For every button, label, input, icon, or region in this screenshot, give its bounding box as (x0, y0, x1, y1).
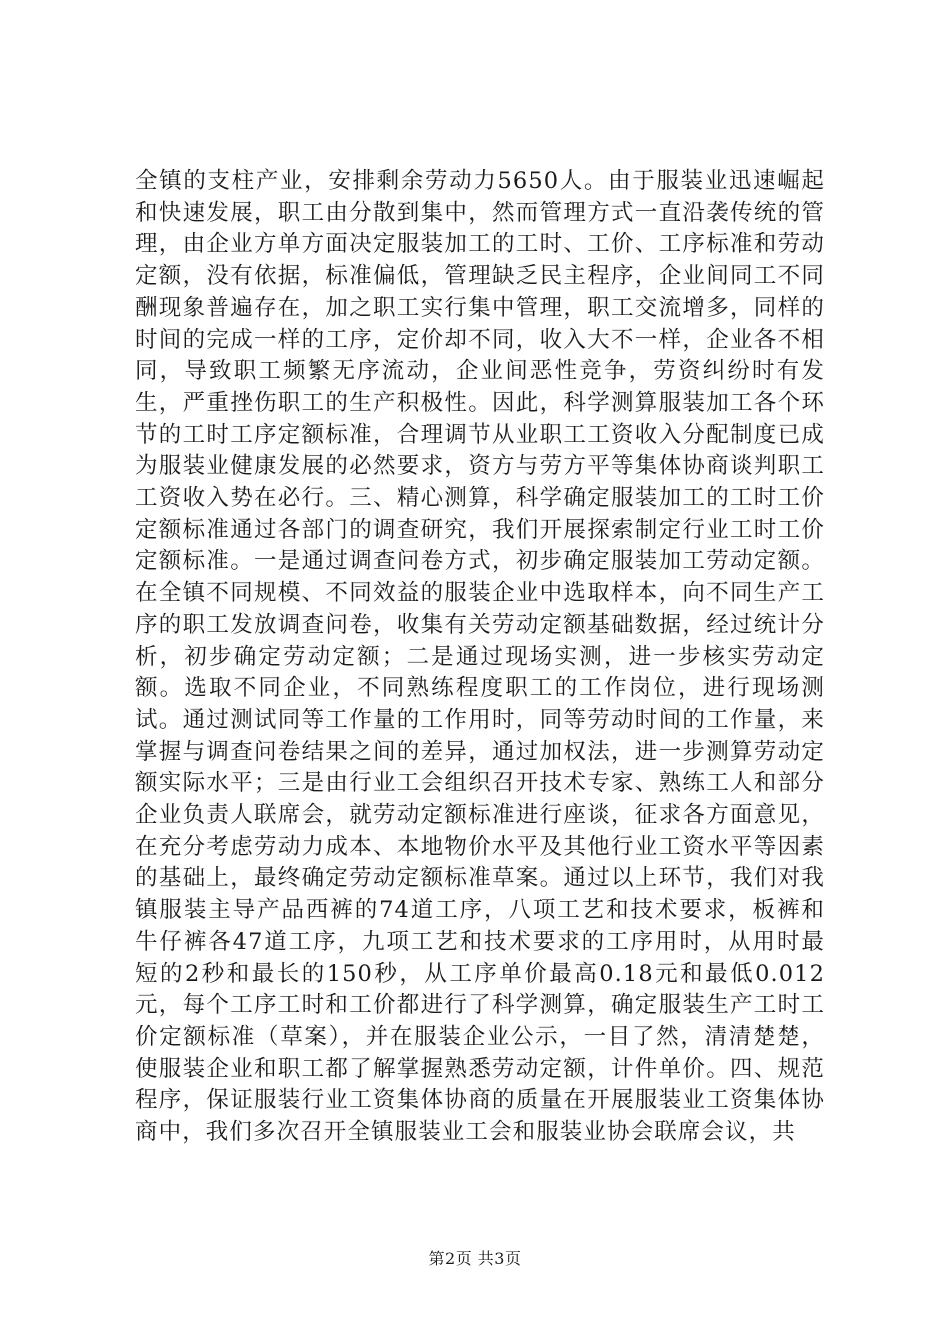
page-number-footer: 第2页 共3页 (428, 1249, 522, 1268)
body-paragraph: 全镇的支柱产业，安排剩余劳动力5650人。由于服装业迅速崛起和快速发展，职工由分散到集中，然而管理方式一直沿袭传统的管理，由企业方单方面决定服装加工的工时、工价、工序标准和劳动定额，没有依据，标准偏低，管理缺乏民主程序，企业间同工不同酬现象普遍存在，加之职工实行集中管理，职工交流增多，同样的时间的完成一样的工序，定价却不同，收入大不一样，企业各不相同，导致职工频繁无序流动，企业间恶性竞争，劳资纠纷时有发生，严重挫伤职工的生产积极性。因此，科学测算服装加工各个环节的工时工序定额标准，合理调节从业职工工资收入分配制度已成为服装业健康发展的必然要求，资方与劳方平等集体协商谈判职工工资收入势在必行。三、精心测算，科学确定服装加工的工时工价定额标准通过各部门的调查研究，我们开展探索制定行业工时工价定额标准。一是通过调查问卷方式，初步确定服装加工劳动定额。在全镇不同规模、不同效益的服装企业中选取样本，向不同生产工序的职工发放调查问卷，收集有关劳动定额基础数据，经过统计分析，初步确定劳动定额；二是通过现场实测，进一步核实劳动定额。选取不同企业，不同熟练程度职工的工作岗位，进行现场测试。通过测试同等工作量的工作用时，同等劳动时间的工作量，来掌握与调查问卷结果之间的差异，通过加权法，进一步测算劳动定额实际水平；三是由行业工会组织召开技术专家、熟练工人和部分企业负责人联席会，就劳动定额标准进行座谈，征求各方面意见，在充分考虑劳动力成本、本地物价水平及其他行业工资水平等因素的基础上，最终确定劳动定额标准草案。通过以上环节，我们对我镇服装主导产品西裤的74道工序，八项工艺和技术要求，板裤和牛仔裤各47道工序，九项工艺和技术要求的工序用时，从用时最短的2秒和最长的150秒，从工序单价最高0.18元和最低0.012元，每个工序工时和工价都进行了科学测算，确定服装生产工时工价定额标准（草案），并在服装企业公示，一目了然，清清楚楚，使服装企业和职工都了解掌握熟悉劳动定额，计件单价。四、规范程序，保证服装行业工资集体协商的质量在开展服装业工资集体协商中，我们多次召开全镇服装业工会和服装业协会联席会议，共 (135, 168, 825, 1146)
